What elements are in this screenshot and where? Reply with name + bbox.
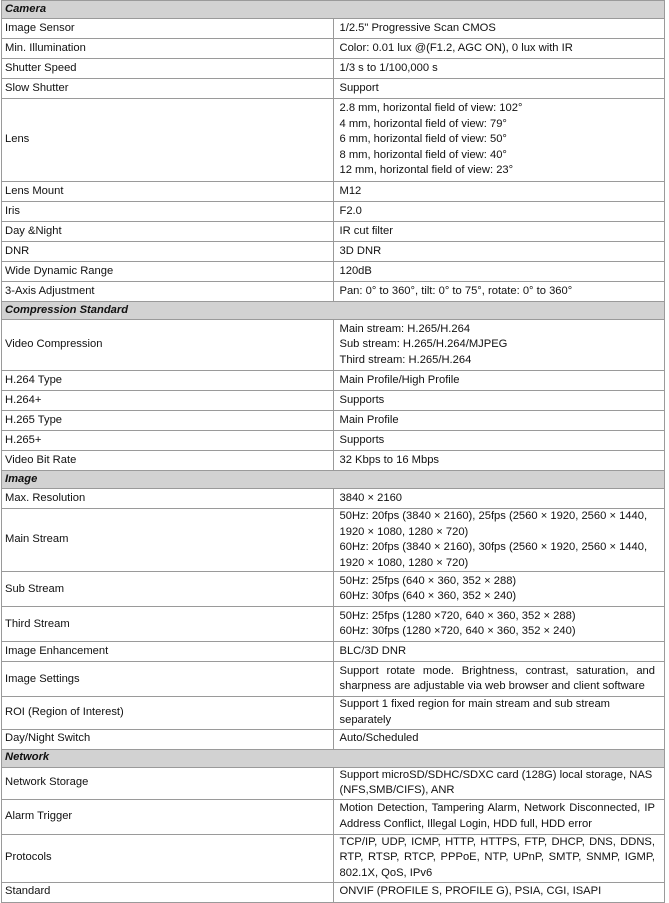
section-header-compression: [2, 302, 665, 320]
spec-value: [333, 99, 665, 182]
spec-row-day-night: [2, 222, 665, 242]
spec-value: F2.0: [333, 202, 665, 222]
spec-label: Iris: [2, 202, 334, 222]
spec-label: Image Settings: [2, 662, 334, 697]
spec-row-alarm-trigger: [2, 799, 665, 834]
spec-value-line: 50Hz: 25fps (640 × 360, 352 × 288): [339, 574, 517, 587]
spec-value: 1/3 s to 1/100,000 s: [333, 59, 665, 79]
spec-label: Image Enhancement: [2, 642, 334, 662]
spec-value-line: 60Hz: 30fps (640 × 360, 352 × 240): [339, 590, 517, 603]
spec-row-min-illumination: [2, 39, 665, 59]
section-title: Compression Standard: [2, 302, 665, 320]
spec-value: BLC/3D DNR: [333, 642, 665, 662]
section-title: Camera: [2, 1, 665, 19]
spec-value: Pan: 0° to 360°, tilt: 0° to 75°, rotate: 0° to 360°: [333, 282, 665, 302]
spec-row-image-sensor: [2, 19, 665, 39]
spec-row-video-bit-rate: [2, 451, 665, 471]
spec-row-network-storage: [2, 767, 665, 799]
spec-value: Auto/Scheduled: [333, 729, 665, 749]
spec-value-line: Third stream: H.265/H.264: [339, 353, 472, 366]
spec-row-image-enhancement: [2, 642, 665, 662]
spec-label: Video Bit Rate: [2, 451, 334, 471]
spec-value: Support: [333, 79, 665, 99]
spec-value: [333, 509, 665, 572]
spec-label: Network Storage: [2, 767, 334, 799]
spec-row-standard: [2, 882, 665, 902]
spec-value: Support microSD/SDHC/SDXC card (128G) local storage, NAS (NFS,SMB/CIFS), ANR: [333, 767, 665, 799]
spec-row-h264-type: [2, 371, 665, 391]
spec-label: Alarm Trigger: [2, 799, 334, 834]
spec-value: [333, 320, 665, 371]
spec-label: Day &Night: [2, 222, 334, 242]
spec-label: Slow Shutter: [2, 79, 334, 99]
spec-value-line: 50Hz: 20fps (3840 × 2160), 25fps (2560 × 1920, 2560 × 1440, 1920 × 1080, 1280 × 720): [339, 510, 648, 538]
spec-row-roi: [2, 697, 665, 729]
spec-label: Lens: [2, 99, 334, 182]
spec-row-max-resolution: [2, 489, 665, 509]
spec-value: 3840 × 2160: [333, 489, 665, 509]
spec-row-sub-stream: [2, 572, 665, 607]
spec-value: [333, 607, 665, 642]
spec-value-line: 6 mm, horizontal field of view: 50°: [339, 133, 507, 146]
spec-label: H.265 Type: [2, 411, 334, 431]
spec-value: 1/2.5" Progressive Scan CMOS: [333, 19, 665, 39]
spec-row-wdr: [2, 262, 665, 282]
spec-value: Supports: [333, 431, 665, 451]
spec-value-line: 12 mm, horizontal field of view: 23°: [339, 164, 514, 177]
spec-value: IR cut filter: [333, 222, 665, 242]
spec-label: H.265+: [2, 431, 334, 451]
spec-row-3-axis: [2, 282, 665, 302]
spec-label: Sub Stream: [2, 572, 334, 607]
spec-value-line: 2.8 mm, horizontal field of view: 102°: [339, 102, 523, 115]
spec-label: H.264+: [2, 391, 334, 411]
spec-value: TCP/IP, UDP, ICMP, HTTP, HTTPS, FTP, DHCP, DNS, DDNS, RTP, RTSP, RTCP, PPPoE, NTP, UPnP, SMTP, SNMP, IGMP, 802.1X, QoS, IPv6: [333, 834, 665, 882]
spec-row-lens: [2, 99, 665, 182]
spec-value-line: Sub stream: H.265/H.264/MJPEG: [339, 338, 508, 351]
spec-value-line: 50Hz: 25fps (1280 ×720, 640 × 360, 352 × 288): [339, 609, 576, 622]
spec-value: [333, 572, 665, 607]
section-header-network: [2, 749, 665, 767]
spec-label: Lens Mount: [2, 182, 334, 202]
spec-value: 3D DNR: [333, 242, 665, 262]
spec-value-line: 4 mm, horizontal field of view: 79°: [339, 117, 507, 130]
spec-row-lens-mount: [2, 182, 665, 202]
spec-row-h265-type: [2, 411, 665, 431]
spec-value: Main Profile: [333, 411, 665, 431]
spec-row-protocols: [2, 834, 665, 882]
spec-value: Supports: [333, 391, 665, 411]
spec-value: M12: [333, 182, 665, 202]
section-header-image: [2, 471, 665, 489]
spec-label: Min. Illumination: [2, 39, 334, 59]
spec-row-image-settings: [2, 662, 665, 697]
spec-label: Main Stream: [2, 509, 334, 572]
spec-label: H.264 Type: [2, 371, 334, 391]
spec-value: Support rotate mode. Brightness, contrast, saturation, and sharpness are adjustable via web browser and client software: [333, 662, 665, 697]
spec-value: Main Profile/High Profile: [333, 371, 665, 391]
spec-label: Standard: [2, 882, 334, 902]
spec-row-main-stream: [2, 509, 665, 572]
spec-value: 120dB: [333, 262, 665, 282]
section-title: Image: [2, 471, 665, 489]
spec-row-third-stream: [2, 607, 665, 642]
spec-value: ONVIF (PROFILE S, PROFILE G), PSIA, CGI, ISAPI: [333, 882, 665, 902]
spec-label: Shutter Speed: [2, 59, 334, 79]
spec-label: Image Sensor: [2, 19, 334, 39]
spec-value-line: 8 mm, horizontal field of view: 40°: [339, 148, 507, 161]
spec-row-shutter-speed: [2, 59, 665, 79]
spec-row-h265-plus: [2, 431, 665, 451]
section-title: Network: [2, 749, 665, 767]
spec-row-slow-shutter: [2, 79, 665, 99]
spec-row-video-compression: [2, 320, 665, 371]
spec-label: Wide Dynamic Range: [2, 262, 334, 282]
spec-value-line: Main stream: H.265/H.264: [339, 322, 471, 335]
spec-value-line: 60Hz: 30fps (1280 ×720, 640 × 360, 352 × 240): [339, 625, 576, 638]
spec-label: Third Stream: [2, 607, 334, 642]
spec-label: Video Compression: [2, 320, 334, 371]
spec-row-day-night-switch: [2, 729, 665, 749]
spec-value: Motion Detection, Tampering Alarm, Network Disconnected, IP Address Conflict, Illegal Login, HDD full, HDD error: [333, 799, 665, 834]
spec-label: 3-Axis Adjustment: [2, 282, 334, 302]
section-header-camera: [2, 1, 665, 19]
spec-row-h264-plus: [2, 391, 665, 411]
spec-label: ROI (Region of Interest): [2, 697, 334, 729]
spec-row-iris: [2, 202, 665, 222]
spec-label: Day/Night Switch: [2, 729, 334, 749]
spec-label: Max. Resolution: [2, 489, 334, 509]
spec-value: Support 1 fixed region for main stream and sub stream separately: [333, 697, 665, 729]
spec-table: [1, 0, 665, 903]
spec-row-dnr: [2, 242, 665, 262]
spec-value: 32 Kbps to 16 Mbps: [333, 451, 665, 471]
spec-label: DNR: [2, 242, 334, 262]
spec-value: Color: 0.01 lux @(F1.2, AGC ON), 0 lux with IR: [333, 39, 665, 59]
spec-label: Protocols: [2, 834, 334, 882]
spec-value-line: 60Hz: 20fps (3840 × 2160), 30fps (2560 × 1920, 2560 × 1440, 1920 × 1080, 1280 × 720): [339, 541, 648, 569]
